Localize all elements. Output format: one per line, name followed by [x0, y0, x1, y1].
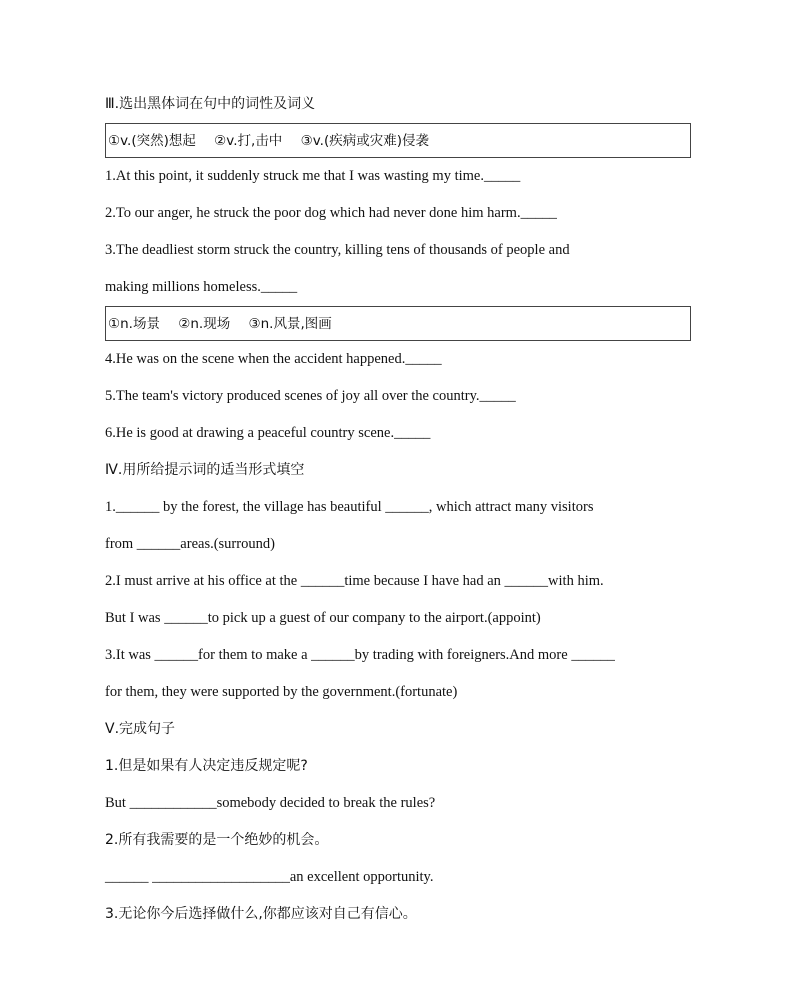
- section-3-title: Ⅲ.选出黑体词在句中的词性及词义: [105, 96, 316, 112]
- question-3-6: 6.He is good at drawing a peaceful country scene._____: [105, 425, 431, 441]
- question-3-4: 4.He was on the scene when the accident happened._____: [105, 351, 442, 367]
- question-4-2b: But I was ______to pick up a guest of our company to the airport.(appoint): [105, 610, 541, 626]
- question-3-2: 2.To our anger, he struck the poor dog which had never done him harm._____: [105, 205, 557, 221]
- worksheet: [105, 86, 691, 933]
- question-5-3-chinese: 3.无论你今后选择做什么,你都应该对自己有信心。: [105, 906, 417, 922]
- question-4-3b: for them, they were supported by the government.(fortunate): [105, 684, 458, 700]
- question-4-3a: 3.It was ______for them to make a ______by trading with foreigners.And more ______: [105, 647, 615, 663]
- question-4-1a: 1.______ by the forest, the village has beautiful ______, which attract many visitors: [105, 499, 594, 515]
- section-4-title: Ⅳ.用所给提示词的适当形式填空: [105, 462, 305, 478]
- question-4-1b: from ______areas.(surround): [105, 536, 275, 552]
- question-5-2-chinese: 2.所有我需要的是一个绝妙的机会。: [105, 832, 329, 848]
- question-5-1-english: But ____________somebody decided to break the rules?: [105, 795, 436, 811]
- question-5-1-chinese: 1.但是如果有人决定违反规定呢?: [105, 758, 308, 774]
- section-5-title: Ⅴ.完成句子: [105, 721, 176, 737]
- option-2: ②v.打,击中: [214, 133, 283, 149]
- options-box-scene: [105, 306, 691, 341]
- option-3: ③n.风景,图画: [248, 316, 332, 332]
- question-4-2a: 2.I must arrive at his office at the ______time because I have had an ______with him.: [105, 573, 604, 589]
- question-5-2-english: ______ ___________________an excellent opportunity.: [105, 869, 434, 885]
- options-box-strike: [105, 123, 691, 158]
- option-1: ①n.场景: [108, 316, 160, 332]
- question-3-1: 1.At this point, it suddenly struck me that I was wasting my time._____: [105, 168, 521, 184]
- option-3: ③v.(疾病或灾难)侵袭: [300, 133, 429, 149]
- question-3-3a: 3.The deadliest storm struck the country, killing tens of thousands of people and: [105, 242, 570, 258]
- question-3-3b: making millions homeless._____: [105, 279, 298, 295]
- option-2: ②n.现场: [178, 316, 231, 332]
- option-1: ①v.(突然)想起: [108, 133, 196, 149]
- question-3-5: 5.The team's victory produced scenes of joy all over the country._____: [105, 388, 516, 404]
